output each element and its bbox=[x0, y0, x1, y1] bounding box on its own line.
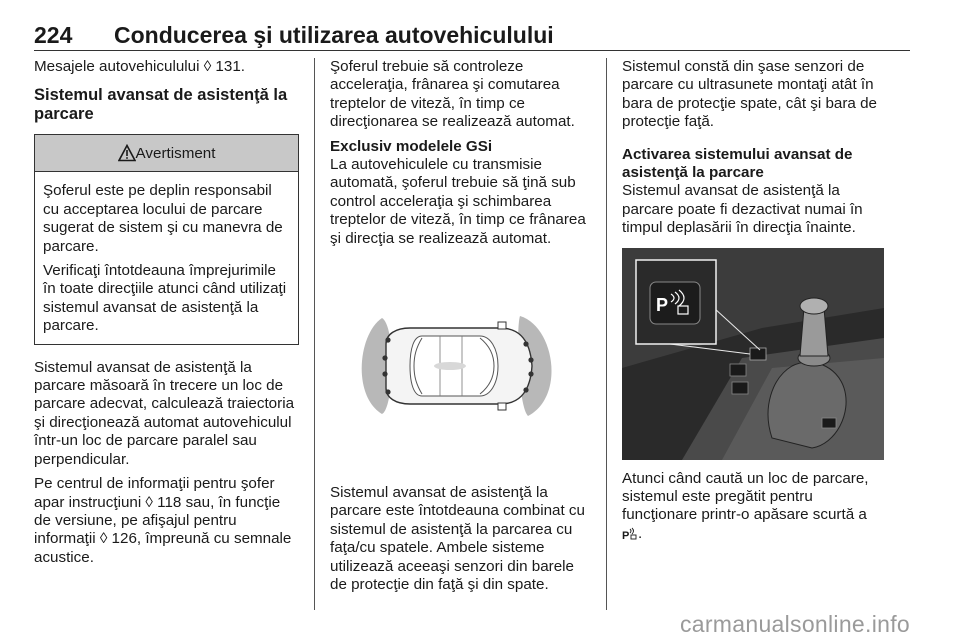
header-rule bbox=[34, 50, 910, 51]
car-top-view-icon bbox=[386, 322, 532, 410]
warning-body bbox=[35, 172, 298, 343]
parking-sensor-illustration bbox=[330, 256, 592, 474]
warning-heading: Avertisment bbox=[135, 144, 216, 162]
console-button bbox=[822, 418, 836, 428]
column-divider bbox=[606, 58, 607, 610]
column-2 bbox=[330, 58, 592, 595]
zoomed-park-assist-button bbox=[636, 260, 716, 344]
warning-box bbox=[34, 134, 299, 344]
activation-paragraph: Sistemul avansat de asistenţă la parcare poate fi dezactivat numai în timpul deplasării în direcţia înainte. bbox=[622, 182, 863, 237]
column-3 bbox=[622, 58, 887, 543]
measure-paragraph: Sistemul avansat de asistenţă la parcare măsoară în trecere un loc de parcare adecvat, calculează traiectoria şi direcţionează automat autovehiculul într-un loc de parcare paralel sau perpendicular. bbox=[34, 358, 295, 468]
combined-paragraph: Sistemul avansat de asistenţă la parcare este întotdeauna combinat cu sistemul de asistenţă la parcarea cu faţa/cu spatele. Ambele sisteme utilizează aceeaşi senzori din barele de protecţie din faţă şi din spate. bbox=[330, 484, 585, 594]
intro-text: Mesajele autovehiculului ◊ 131. bbox=[34, 58, 245, 75]
sensors-paragraph: Sistemul constă din şase senzori de parcare cu ultrasunete montaţi atât în bara de protecţie spate, cât şi bara de protecţie faţă. bbox=[622, 58, 877, 131]
section-title: Sistemul avansat de asistenţă la parcare bbox=[34, 86, 288, 124]
park-glyph: P bbox=[622, 529, 630, 541]
ready-text: Atunci când caută un loc de parcare, sistemul este pregătit pentru funcţionare printr-o apăsare scurtă a bbox=[622, 469, 869, 524]
warning-header bbox=[35, 135, 298, 172]
svg-text:P: P bbox=[656, 294, 669, 315]
gsi-heading: Exclusiv modelele GSi bbox=[330, 137, 493, 155]
column-divider bbox=[314, 58, 315, 610]
console-button bbox=[732, 382, 748, 394]
ready-text-end: . bbox=[638, 524, 643, 542]
warning-para-2: Verificaţi întotdeauna împrejurimile în toate direcţiile atunci când utilizaţi sistemul avansat de asistenţă la parcare. bbox=[43, 262, 287, 335]
console-button bbox=[750, 348, 766, 360]
warning-para-1: Şoferul este pe deplin responsabil cu acceptarea locului de parcare sugerat de sistem şi cu manevra de parcare. bbox=[43, 182, 283, 255]
watermark: carmanualsonline.info bbox=[679, 611, 910, 637]
ready-paragraph bbox=[622, 470, 887, 544]
console-button-illustration bbox=[622, 248, 884, 460]
page-header bbox=[34, 22, 910, 52]
park-assist-button-icon bbox=[622, 527, 638, 541]
warning-triangle-icon bbox=[118, 144, 136, 162]
chapter-title: Conducerea şi utilizarea autovehiculului bbox=[114, 22, 554, 48]
info-paragraph: Pe centrul de informaţii pentru şofer apar instrucţiuni ◊ 118 sau, în funcţie de versiune, pe afişajul pentru informaţii ◊ 126, împreună cu semnale acustice. bbox=[34, 475, 292, 566]
activation-heading: Activarea sistemului avansat de asistenţă la parcare bbox=[622, 145, 853, 182]
column-1 bbox=[34, 58, 299, 567]
driver-paragraph: Şoferul trebuie să controleze acceleraţia, frânarea şi comutarea treptelor de viteză, în timp ce direcţionarea se realizează automat. bbox=[330, 58, 575, 131]
page-number: 224 bbox=[34, 22, 73, 48]
gsi-paragraph: La autovehiculele cu transmisie automată, şoferul trebuie să ţină sub control acceleraţia şi schimbarea treptelor de viteză, în timp ce frânarea şi direcţia se realizează automat. bbox=[330, 156, 586, 247]
console-button bbox=[730, 364, 746, 376]
